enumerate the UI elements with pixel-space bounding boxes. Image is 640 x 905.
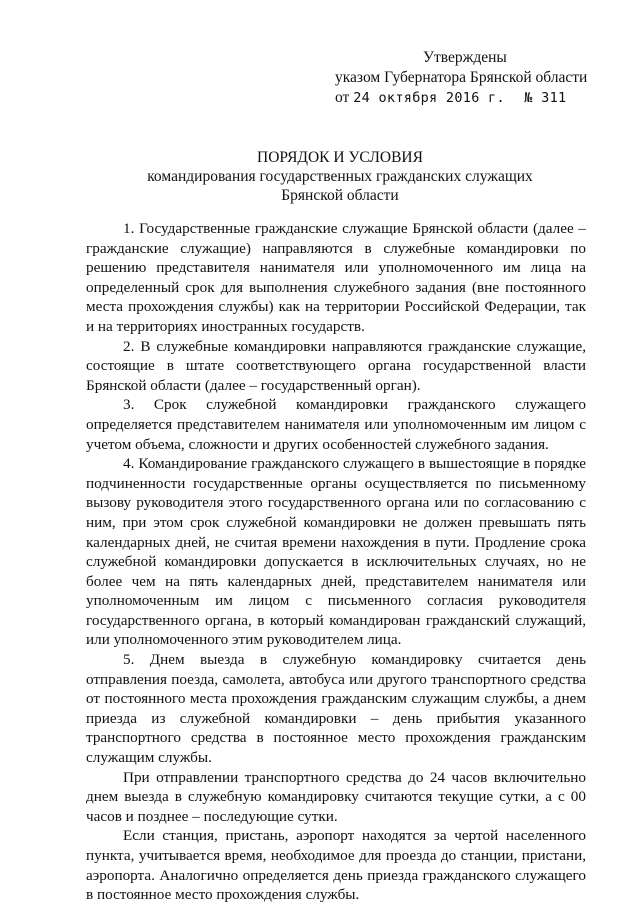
approval-decree: указом Губернатора Брянской области (335, 69, 588, 86)
paragraph-5: 5. Днем выезда в служебную командировку считается день отправления поезда, самолета, автобуса или другого транспортного средства от постоянного места прохождения гражданским служащим службы, а днем приезда из служебной командировки – день прибытия указанного транспортного средства в постоянное место прохождения гражданским служащим службы. (86, 651, 586, 767)
document-title (60, 148, 620, 205)
approval-label: Утверждены (423, 49, 507, 66)
approval-block (335, 48, 625, 108)
paragraph-3: 3. Срок служебной командировки гражданского служащего определяется представителем нанимателя или уполномоченным им лицом с учетом объема, сложности и других особенностей служебного задания. (86, 396, 586, 453)
paragraph-1: 1. Государственные гражданские служащие Брянской области (далее – гражданские служащие) направляются в служебные командировки по решению представителя нанимателя или уполномоченного им лица на определенный срок для выполнения служебного задания (вне постоянного места прохождения службы) как на территории Российской Федерации, так и на территориях иностранных государств. (86, 220, 586, 335)
paragraph-2: 2. В служебные командировки направляются гражданские служащие, состоящие в штате соответствующего органа государственной власти Брянской области (далее – государственный орган). (86, 337, 586, 394)
paragraph-7: Если станция, пристань, аэропорт находятся за чертой населенного пункта, учитывается время, необходимое для проезда до станции, пристани, аэропорта. Аналогично определяется день приезда гражданского служащего в постоянное место прохождения службы. (86, 827, 586, 904)
paragraph-4: 4. Командирование гражданского служащего в вышестоящие в порядке подчиненности государственные органы осуществляется по письменному вызову руководителя этого государственного органа или по согласованию с ним, при этом срок служебной командировки не должен превышать пять календарных дней, не считая времени нахождения в пути. Продление срока служебной командировки допускается в исключительных случаях, но не более чем на пять календарных дней, представителем нанимателя или уполномоченным им лицом с письменного согласия руководителя государственного органа, в который командирован гражданский служащий, или уполномоченного этим руководителем лица. (86, 455, 586, 649)
document-body (86, 219, 586, 905)
approval-date-line (335, 88, 625, 108)
approval-date-prefix: от (335, 89, 350, 106)
paragraph-6: При отправлении транспортного средства до 24 часов включительно днем выезда в служебную командировку считаются текущие сутки, а с 00 часов и позднее – последующие сутки. (86, 768, 586, 825)
title-heading: ПОРЯДОК И УСЛОВИЯ (257, 149, 423, 166)
title-subheading-2: Брянской области (281, 187, 399, 204)
approval-number: № 311 (524, 90, 567, 106)
title-subheading-1: командирования государственных гражданских служащих (147, 168, 533, 185)
approval-date: 24 октября 2016 г. (353, 90, 505, 106)
